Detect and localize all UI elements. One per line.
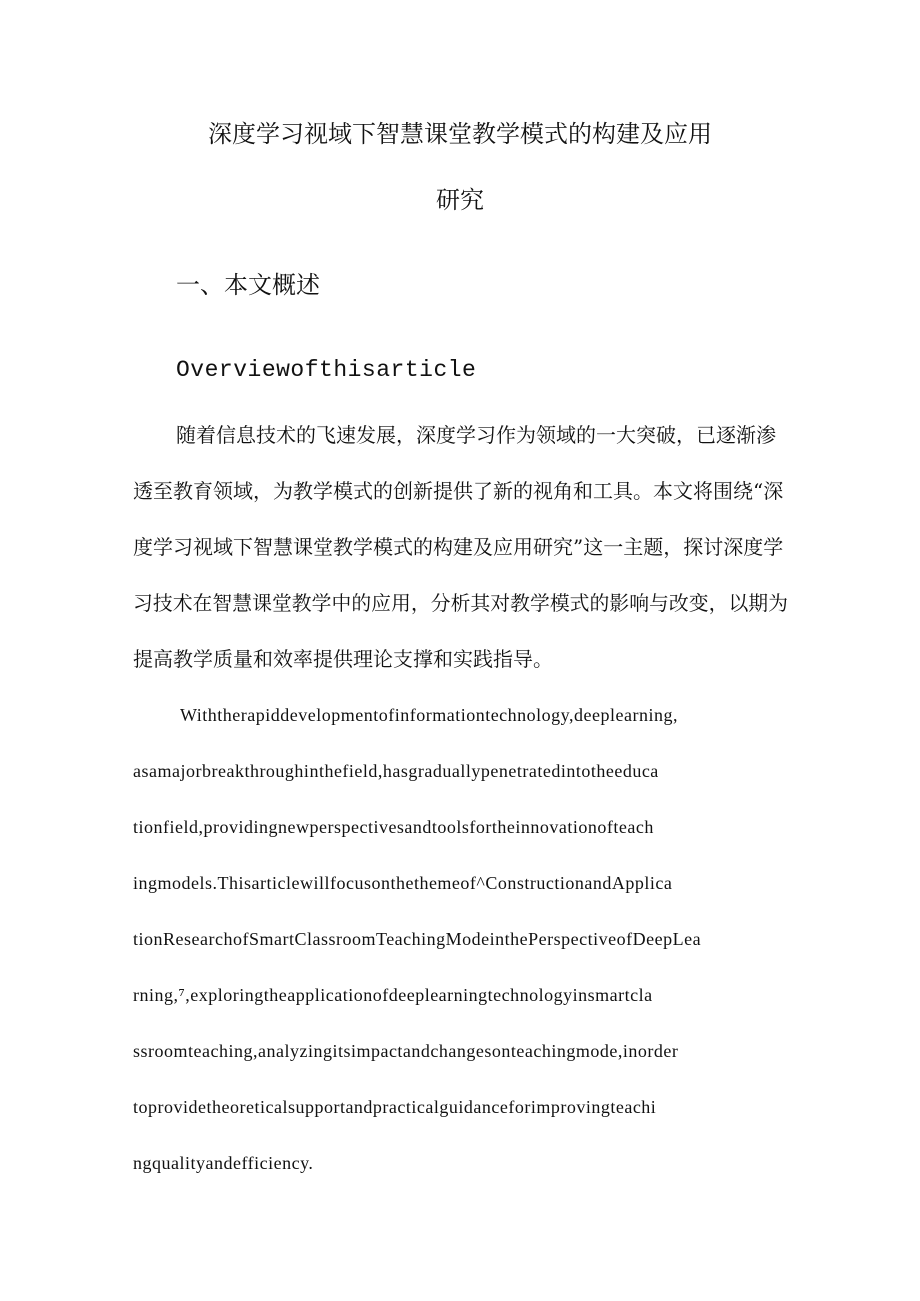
en-paragraph-line: asamajorbreakthroughinthefield,hasgraduallypenetratedintotheeduca — [133, 761, 659, 781]
section-heading: 一、本文概述 — [176, 271, 320, 299]
zh-paragraph-line: 透至教育领域，为教学模式的创新提供了新的视角和工具。本文将围绕“深 — [133, 479, 784, 503]
document-title-line-1: 深度学习视域下智慧课堂教学模式的构建及应用 — [208, 120, 712, 148]
zh-paragraph-line: 习技术在智慧课堂教学中的应用，分析其对教学模式的影响与改变，以期为 — [133, 591, 788, 615]
en-paragraph-line: ingmodels.Thisarticlewillfocusonthethemeof^ConstructionandApplica — [133, 873, 673, 893]
en-paragraph-line: ngqualityandefficiency. — [133, 1153, 314, 1173]
en-paragraph-line: ssroomteaching,analyzingitsimpactandchangesonteachingmode,inorder — [133, 1041, 679, 1061]
en-paragraph-line: tionResearchofSmartClassroomTeachingModeinthePerspectiveofDeepLea — [133, 929, 702, 949]
en-paragraph-line: rning,⁷,exploringtheapplicationofdeeplearningtechnologyinsmartcla — [133, 985, 653, 1005]
zh-paragraph-line: 提高教学质量和效率提供理论支撑和实践指导。 — [133, 647, 553, 671]
zh-paragraph-line: 度学习视域下智慧课堂教学模式的构建及应用研究”这一主题，探讨深度学 — [133, 535, 784, 559]
en-paragraph-line: Withtherapiddevelopmentofinformationtechnology,deeplearning, — [180, 705, 678, 725]
en-paragraph-line: tionfield,providingnewperspectivesandtoolsfortheinnovationofteach — [133, 817, 654, 837]
section-heading-english: Overviewofthisarticle — [176, 357, 477, 383]
en-paragraph-line: toprovidetheoreticalsupportandpracticalguidanceforimprovingteachi — [133, 1097, 657, 1117]
document-title-line-2: 研究 — [436, 186, 484, 214]
zh-paragraph-line: 随着信息技术的飞速发展，深度学习作为领域的一大突破，已逐渐渗 — [176, 423, 776, 447]
